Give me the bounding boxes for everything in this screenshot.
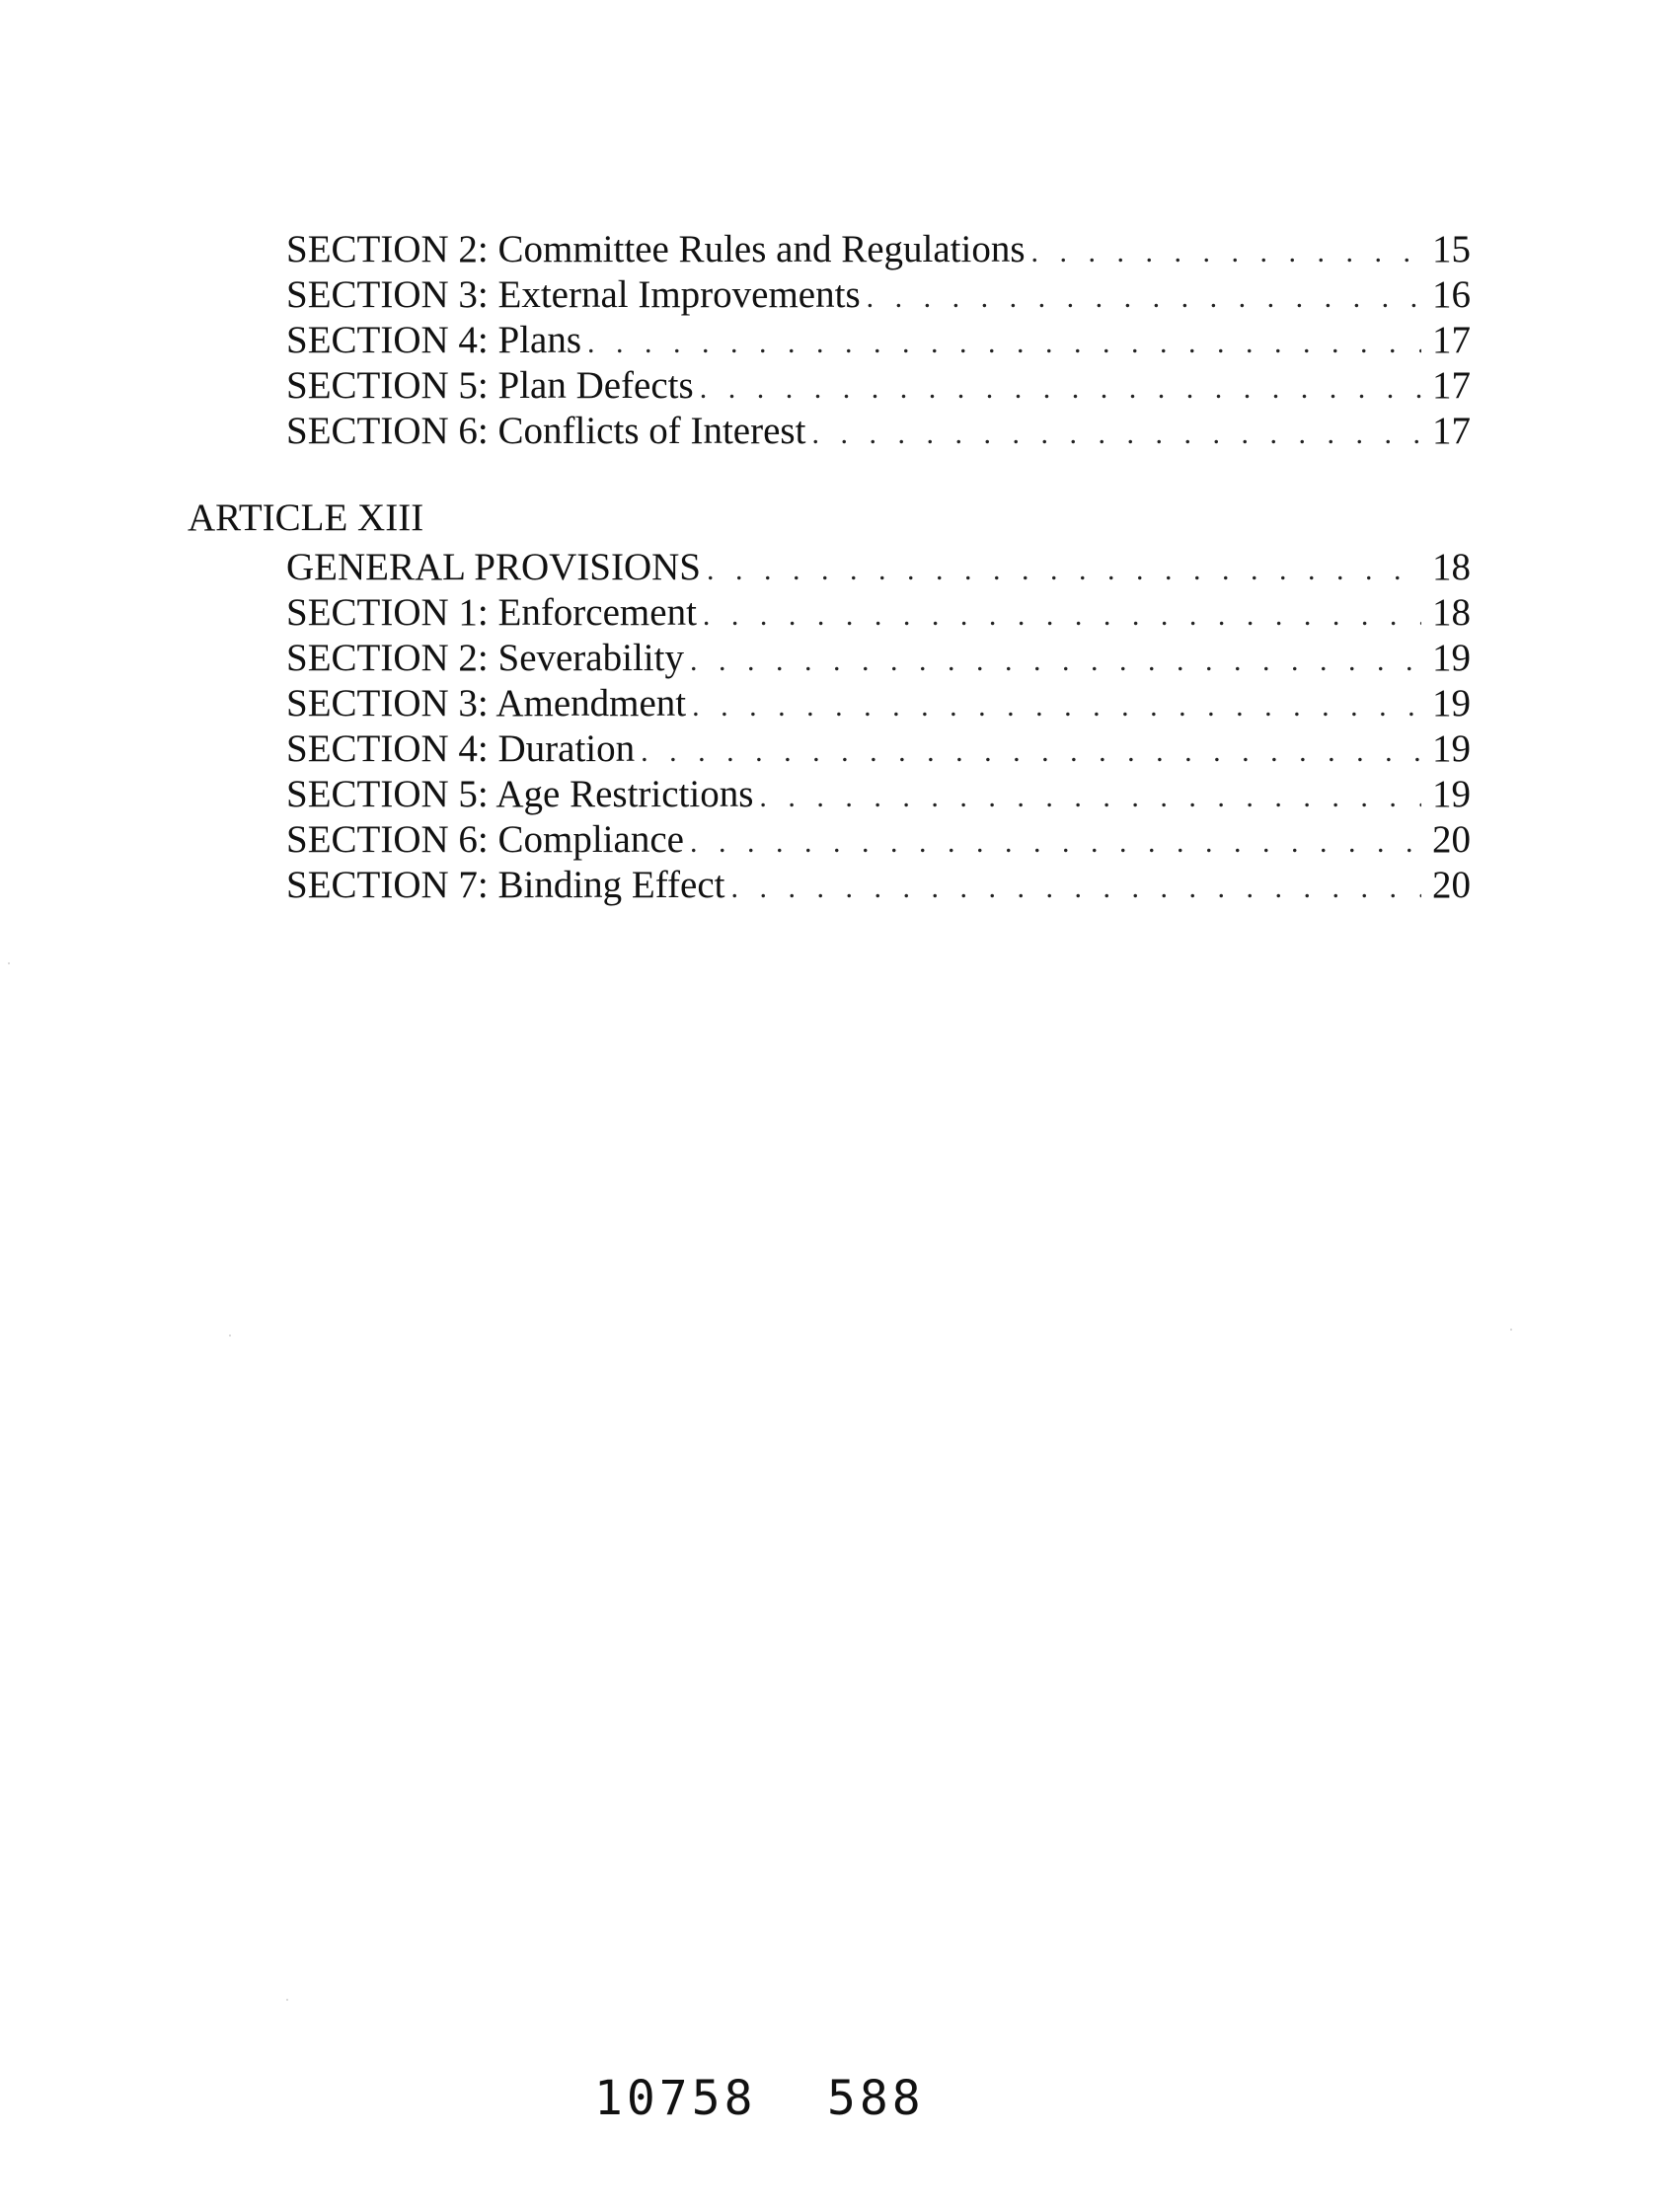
toc-entry-label: GENERAL PROVISIONS <box>286 546 701 588</box>
toc-entry <box>286 590 1471 636</box>
toc-entry <box>286 272 1471 318</box>
toc-entry <box>286 409 1471 454</box>
dot-leader <box>703 593 1421 639</box>
toc-entry-label: SECTION 6: Compliance <box>286 818 684 861</box>
toc-entry-page: 17 <box>1432 364 1471 407</box>
toc-entry-label: SECTION 6: Conflicts of Interest <box>286 410 806 452</box>
dot-leader <box>730 866 1421 911</box>
dot-leader <box>1031 230 1421 275</box>
toc-entry-label: SECTION 3: Amendment <box>286 682 687 725</box>
dot-leader <box>811 412 1421 457</box>
toc-entry-label: SECTION 2: Committee Rules and Regulations <box>286 228 1026 270</box>
toc-entry <box>286 681 1471 726</box>
toc-entry-page: 19 <box>1432 773 1471 815</box>
dot-leader <box>700 366 1421 412</box>
toc-entry-label: SECTION 7: Binding Effect <box>286 864 725 906</box>
dot-leader <box>690 639 1421 684</box>
scan-speck <box>8 962 10 964</box>
toc-entry-page: 17 <box>1432 410 1471 452</box>
dot-leader <box>759 775 1421 820</box>
toc-entry <box>286 363 1471 409</box>
toc-entry-label: SECTION 3: External Improvements <box>286 273 861 316</box>
recording-page-number: 588 <box>827 2071 925 2126</box>
toc-entry-label: SECTION 5: Plan Defects <box>286 364 694 407</box>
dot-leader <box>707 548 1421 593</box>
toc-entry <box>286 772 1471 817</box>
toc-entry-label: SECTION 2: Severability <box>286 637 684 679</box>
toc-entry-page: 19 <box>1432 727 1471 770</box>
toc-entry-page: 20 <box>1432 818 1471 861</box>
toc-entry-label: SECTION 5: Age Restrictions <box>286 773 754 815</box>
toc-entry-label: SECTION 1: Enforcement <box>286 591 697 634</box>
toc-entry-page: 19 <box>1432 637 1471 679</box>
toc-entry-label: SECTION 4: Plans <box>286 319 582 361</box>
dot-leader <box>867 275 1421 321</box>
dot-leader <box>641 729 1421 775</box>
dot-leader <box>587 321 1421 366</box>
scan-speck <box>286 1999 288 2001</box>
toc-entry-page: 18 <box>1432 546 1471 588</box>
scan-speck <box>1510 1329 1512 1331</box>
toc-entry-label: SECTION 4: Duration <box>286 727 636 770</box>
toc-entry-page: 18 <box>1432 591 1471 634</box>
toc-entry-page: 20 <box>1432 864 1471 906</box>
toc-entry <box>286 863 1471 908</box>
toc-entry <box>286 817 1471 863</box>
toc-entry <box>286 726 1471 772</box>
toc-entry-page: 15 <box>1432 228 1471 270</box>
toc-entry <box>286 318 1471 363</box>
toc-entry-page: 16 <box>1432 273 1471 316</box>
toc-entry-page: 17 <box>1432 319 1471 361</box>
toc-entry <box>286 545 1471 590</box>
dot-leader <box>690 820 1421 866</box>
recording-book-number: 10758 <box>594 2071 757 2126</box>
toc-entry <box>286 227 1471 272</box>
toc-entry-page: 19 <box>1432 682 1471 725</box>
article-heading: ARTICLE XIII <box>188 496 424 539</box>
dot-leader <box>692 684 1421 729</box>
scan-speck <box>229 1335 231 1336</box>
toc-entry <box>286 636 1471 681</box>
